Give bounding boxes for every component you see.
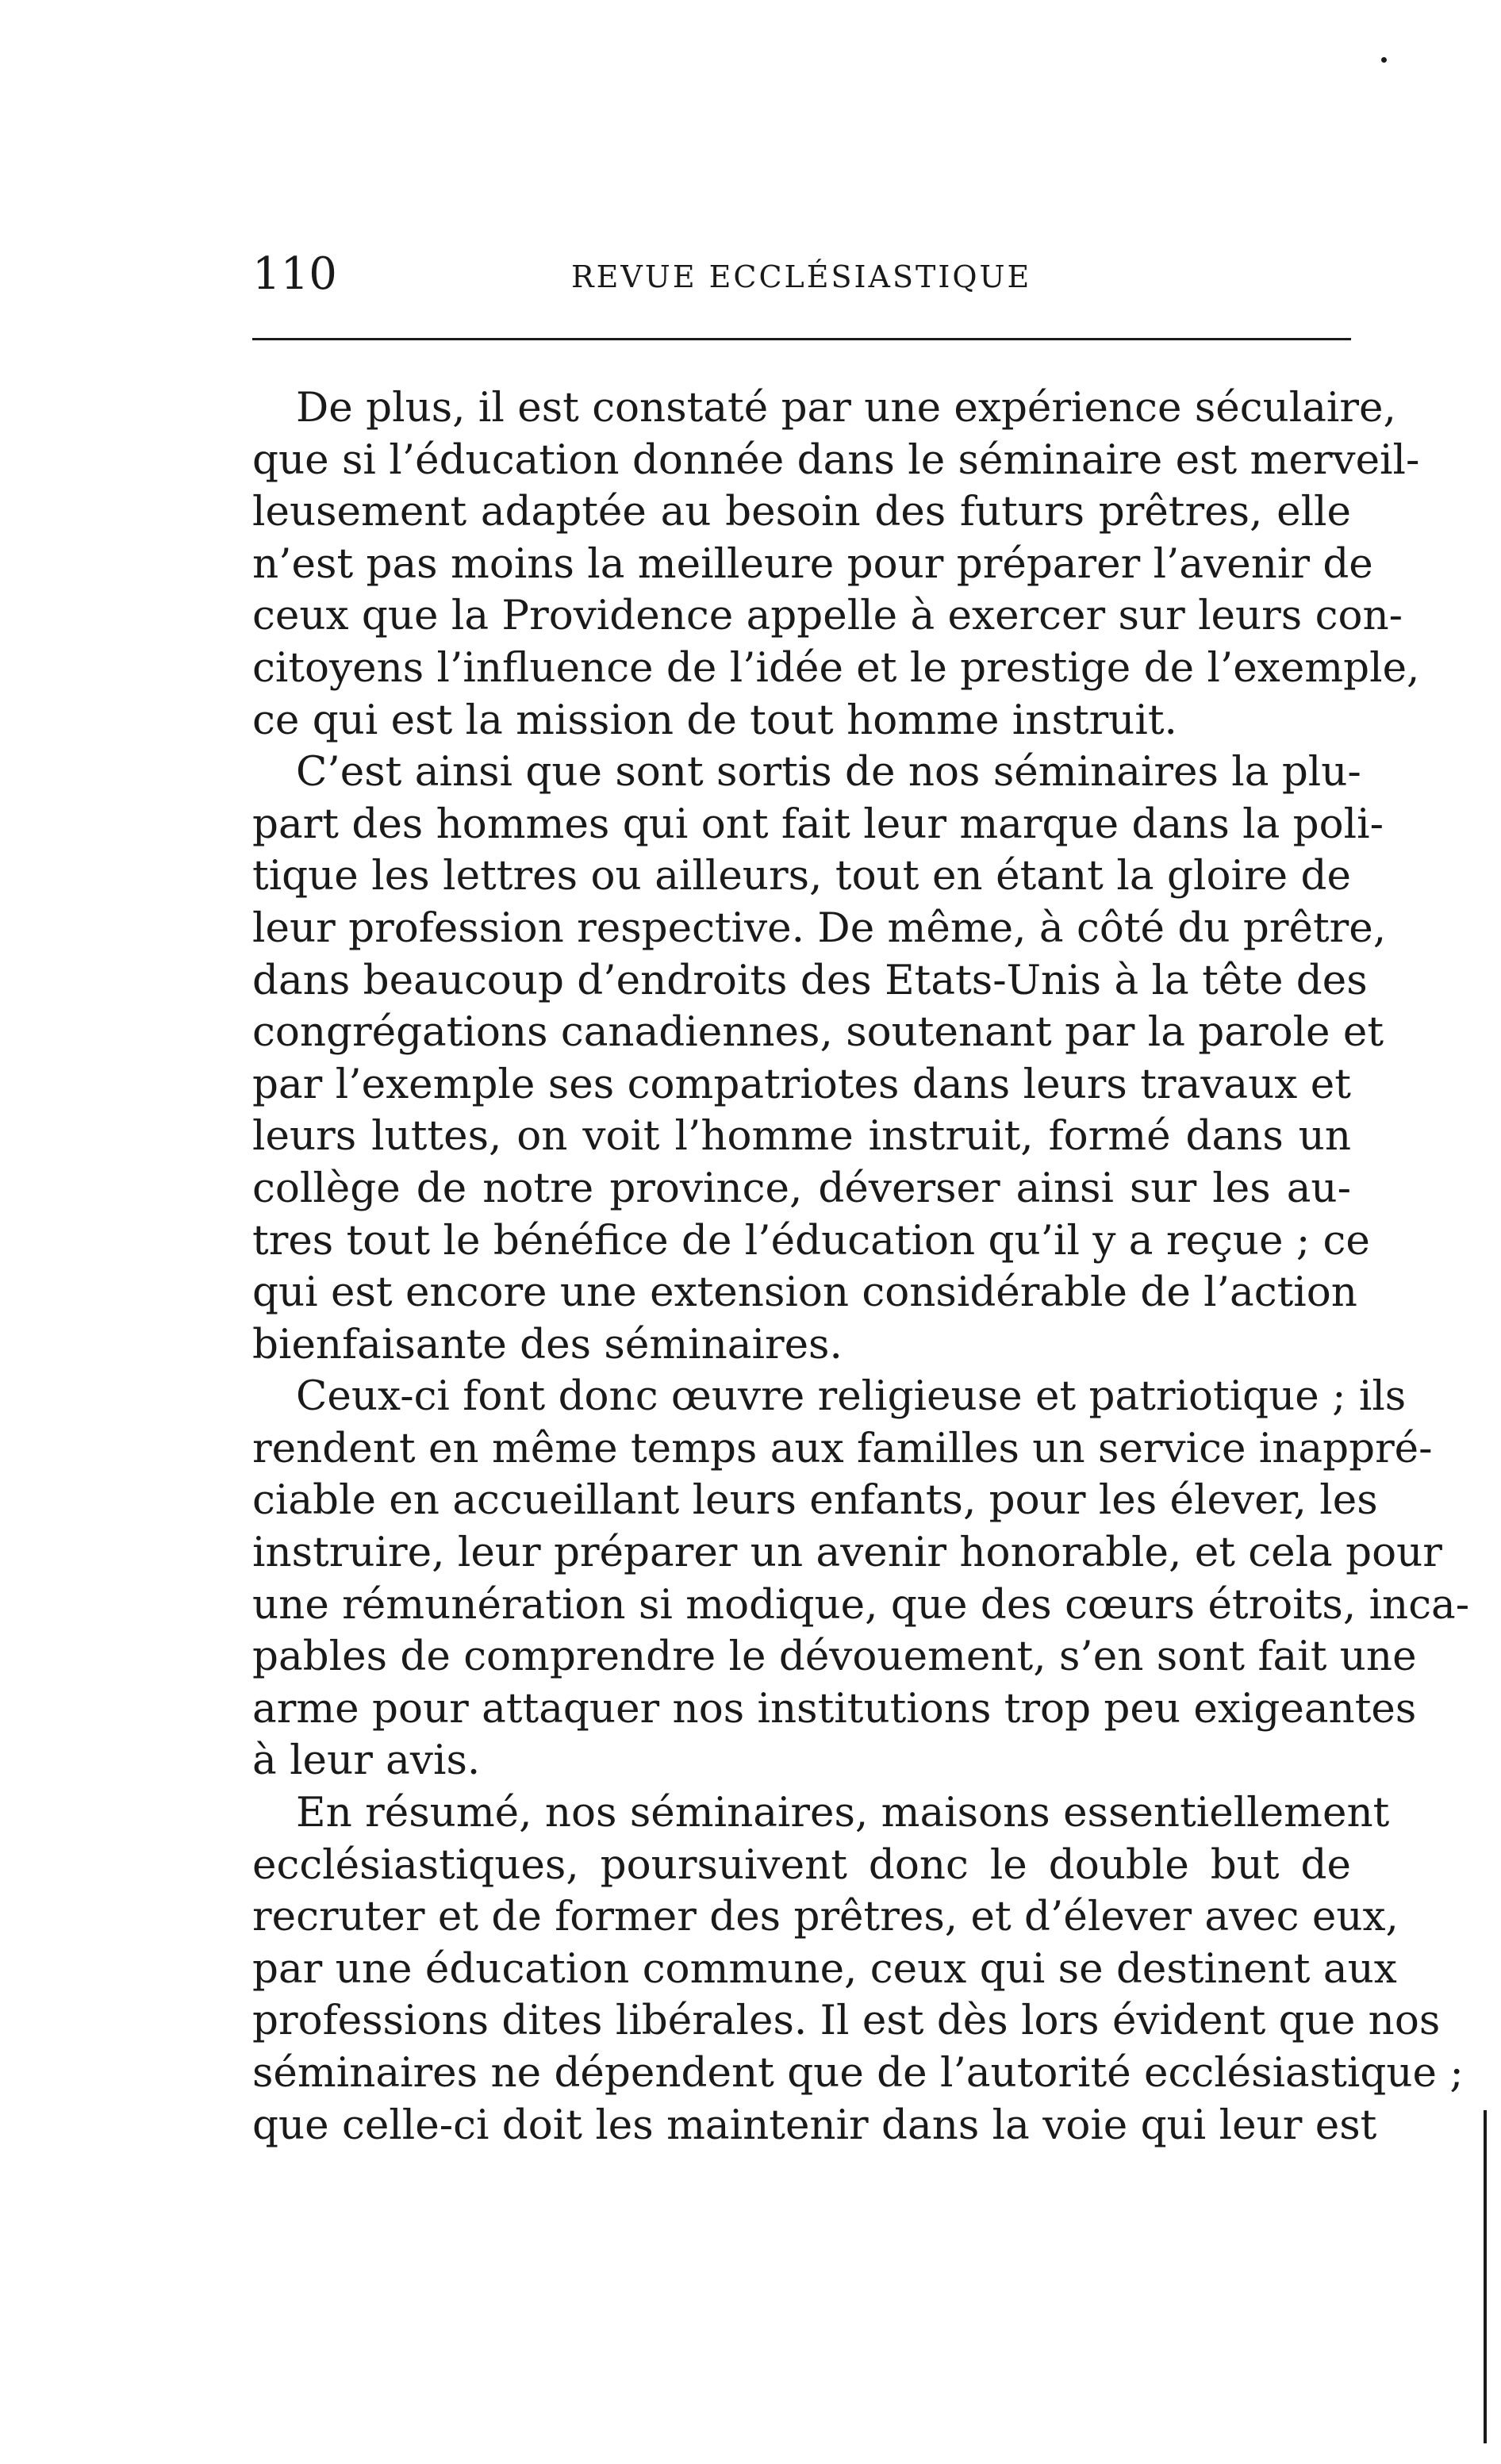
paragraph-2-line: par l’exemple ses compatriotes dans leurs travaux et (252, 1060, 1351, 1108)
page-number: 110 (252, 248, 337, 300)
paragraph-2-line: congrégations canadiennes, soutenant par la parole et (252, 1008, 1384, 1057)
paragraph-2-line: collège de notre province, déverser ainsi sur les au- (252, 1164, 1351, 1212)
paragraph-1-line: que si l’éducation donnée dans le séminaire est merveil- (252, 436, 1420, 484)
paragraph-4-line: En résumé, nos séminaires, maisons essentiellement (296, 1789, 1390, 1837)
paragraph-1-line: ceux que la Providence appelle à exercer sur leurs con- (252, 592, 1403, 640)
paragraph-1-line: n’est pas moins la meilleure pour préparer l’avenir de (252, 539, 1373, 588)
paragraph-1-line: citoyens l’influence de l’idée et le prestige de l’exemple, (252, 643, 1420, 692)
paragraph-2-line: bienfaisante des séminaires. (252, 1320, 843, 1368)
paragraph-3-line: arme pour attaquer nos institutions trop peu exigeantes (252, 1684, 1417, 1733)
paragraph-4-line: recruter et de former des prêtres, et d’élever avec eux, (252, 1893, 1399, 1941)
paragraph-4-line: professions dites libérales. Il est dès lors évident que nos (252, 1997, 1441, 2045)
paragraph-2-line: qui est encore une extension considérable de l’action (252, 1268, 1357, 1317)
body-text (252, 382, 1470, 2151)
paragraph-2-line: C’est ainsi que sont sortis de nos séminaires la plu- (296, 748, 1361, 796)
paragraph-2-line: leurs luttes, on voit l’homme instruit, formé dans un (252, 1112, 1351, 1161)
paragraph-3-line: pables de comprendre le dévouement, s’en sont fait une (252, 1633, 1417, 1681)
paragraph-3-line: une rémunération si modique, que des cœurs étroits, inca- (252, 1580, 1470, 1629)
paragraph-3-line: instruire, leur préparer un avenir honorable, et cela pour (252, 1529, 1442, 1577)
paragraph-2-line: leur profession respective. De même, à côté du prêtre, (252, 904, 1387, 952)
paragraph-4-line: que celle-ci doit les maintenir dans la voie qui leur est (252, 2101, 1377, 2149)
paragraph-3-line: ciable en accueillant leurs enfants, pour les élever, les (252, 1476, 1378, 1525)
paragraph-2-line: tique les lettres ou ailleurs, tout en étant la gloire de (252, 852, 1351, 900)
paragraph-1-line: leusement adaptée au besoin des futurs prêtres, elle (252, 488, 1351, 536)
paragraph-3-line: à leur avis. (252, 1737, 481, 1785)
paragraph-2-line: dans beaucoup d’endroits des Etats-Unis à la tête des (252, 956, 1368, 1004)
paragraph-2-line: tres tout le bénéfice de l’éducation qu’il y a reçue ; ce (252, 1216, 1370, 1265)
paragraph-2-line: part des hommes qui ont fait leur marque dans la poli- (252, 800, 1384, 848)
paragraph-3-line: Ceux-ci font donc œuvre religieuse et patriotique ; ils (296, 1372, 1407, 1421)
paragraph-1-line: De plus, il est constaté par une expérience séculaire, (296, 384, 1396, 432)
scan-edge-mark (1484, 2110, 1487, 2443)
header-rule (252, 338, 1351, 340)
paragraph-4-line: séminaires ne dépendent que de l’autorité ecclésiastique ; (252, 2049, 1464, 2097)
paragraph-1-line: ce qui est la mission de tout homme instruit. (252, 696, 1177, 744)
paragraph-4-line: par une éducation commune, ceux qui se destinent aux (252, 1944, 1397, 1993)
paragraph-3-line: rendent en même temps aux familles un service inappré- (252, 1424, 1433, 1472)
ink-speck (1381, 57, 1387, 63)
paragraph-4-line: ecclésiastiques, poursuivent donc le double but de (252, 1840, 1351, 1889)
running-title: REVUE ECCLÉSIASTIQUE (571, 259, 1032, 294)
